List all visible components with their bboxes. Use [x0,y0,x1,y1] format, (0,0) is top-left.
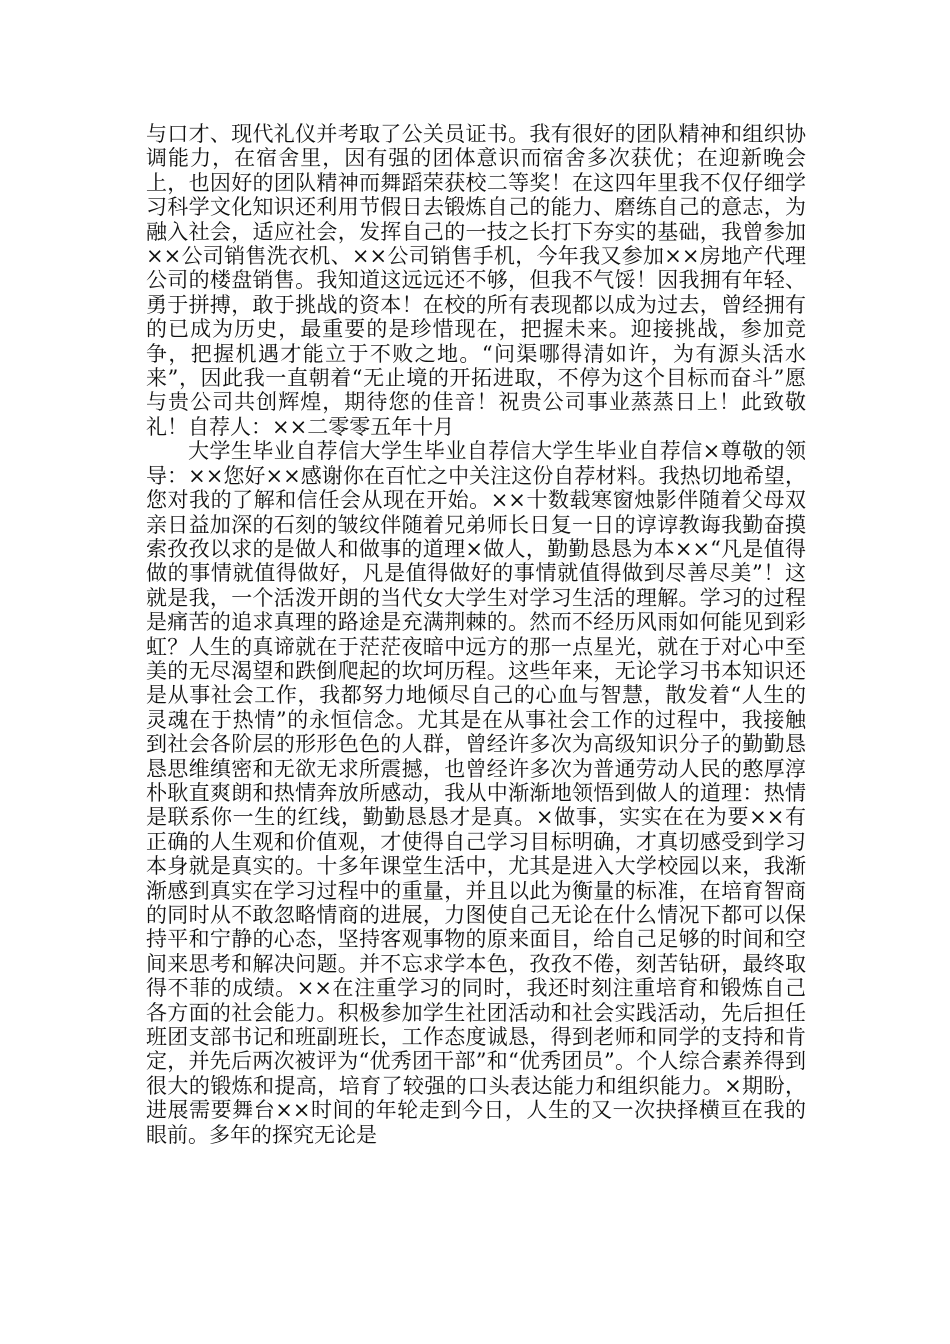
document-page [146,122,806,1147]
paragraph-cover-letter: 大学生毕业自荐信大学生毕业自荐信大学生毕业自荐信×尊敬的领导：××您好××感谢你在百忙之中关注这份自荐材料。我热切地希望，您对我的了解和信任会从现在开始。××十数载寒窗烛影伴随着父母双亲日益加深的石刻的皱纹伴随着兄弟师长日复一日的谆谆教诲我勤奋摸索孜孜以求的是做人和做事的道理×做人，勤勤恳恳为本××“凡是值得做的事情就值得做好，凡是值得做好的事情就值得做到尽善尽美”！这就是我，一个活泼开朗的当代女大学生对学习生活的理解。学习的过程是痛苦的追求真理的路途是充满荆棘的。然而不经历风雨如何能见到彩虹？人生的真谛就在于茫茫夜暗中远方的那一点星光，就在于对心中至美的无尽渴望和跌倒爬起的坎坷历程。这些年来，无论学习书本知识还是从事社会工作，我都努力地倾尽自己的心血与智慧，散发着“人生的灵魂在于热情”的永恒信念。尤其是在从事社会工作的过程中，我接触到社会各阶层的形形色色的人群，曾经许多次为高级知识分子的勤勤恳恳思维缜密和无欲无求所震撼，也曾经许多次为普通劳动人民的憨厚淳朴耿直爽朗和热情奔放所感动，我从中渐渐地领悟到做人的道理：热情是联系你一生的红线，勤勤恳恳才是真。×做事，实实在在为要××有正确的人生观和价值观，才使得自己学习目标明确，才真切感受到学习本身就是真实的。十多年课堂生活中，尤其是进入大学校园以来，我渐渐感到真实在学习过程中的重量，并且以此为衡量的标准，在培育智商的同时从不敢忽略情商的进展，力图使自己无论在什么情况下都可以保持平和宁静的心态，坚持客观事物的原来面目，给自己足够的时间和空间来思考和解决问题。并不忘求学本色，孜孜不倦，刻苦钻研，最终取得不菲的成绩。××在注重学习的同时，我还时刻注重培育和锻炼自己各方面的社会能力。积极参加学生社团活动和社会实践活动，先后担任班团支部书记和班副班长，工作态度诚恳，得到老师和同学的支持和肯定，并先后两次被评为“优秀团干部”和“优秀团员”。个人综合素养得到很大的锻炼和提高，培育了较强的口头表达能力和组织能力。×期盼，进展需要舞台××时间的年轮走到今日，人生的又一次抉择横亘在我的眼前。多年的探究无论是 [146,439,806,1147]
paragraph-continuation: 与口才、现代礼仪并考取了公关员证书。我有很好的团队精神和组织协调能力，在宿舍里，因有强的团体意识而宿舍多次获优；在迎新晚会上，也因好的团队精神而舞蹈荣获校二等奖！在这四年里我不仅仔细学习科学文化知识还利用节假日去锻炼自己的能力、磨练自己的意志，为融入社会，适应社会，发挥自己的一技之长打下夯实的基础，我曾参加××公司销售洗衣机、××公司销售手机，今年我又参加××房地产代理公司的楼盘销售。我知道这远远还不够，但我不气馁！因我拥有年轻、勇于拼搏，敢于挑战的资本！在校的所有表现都以成为过去，曾经拥有的已成为历史，最重要的是珍惜现在，把握未来。迎接挑战，参加竞争，把握机遇才能立于不败之地。“问渠哪得清如许，为有源头活水来”，因此我一直朝着“无止境的开拓进取，不停为这个目标而奋斗”愿与贵公司共创辉煌，期待您的佳音！祝贵公司事业蒸蒸日上！此致敬礼！自荐人：××二零零五年十月 [146,122,806,439]
